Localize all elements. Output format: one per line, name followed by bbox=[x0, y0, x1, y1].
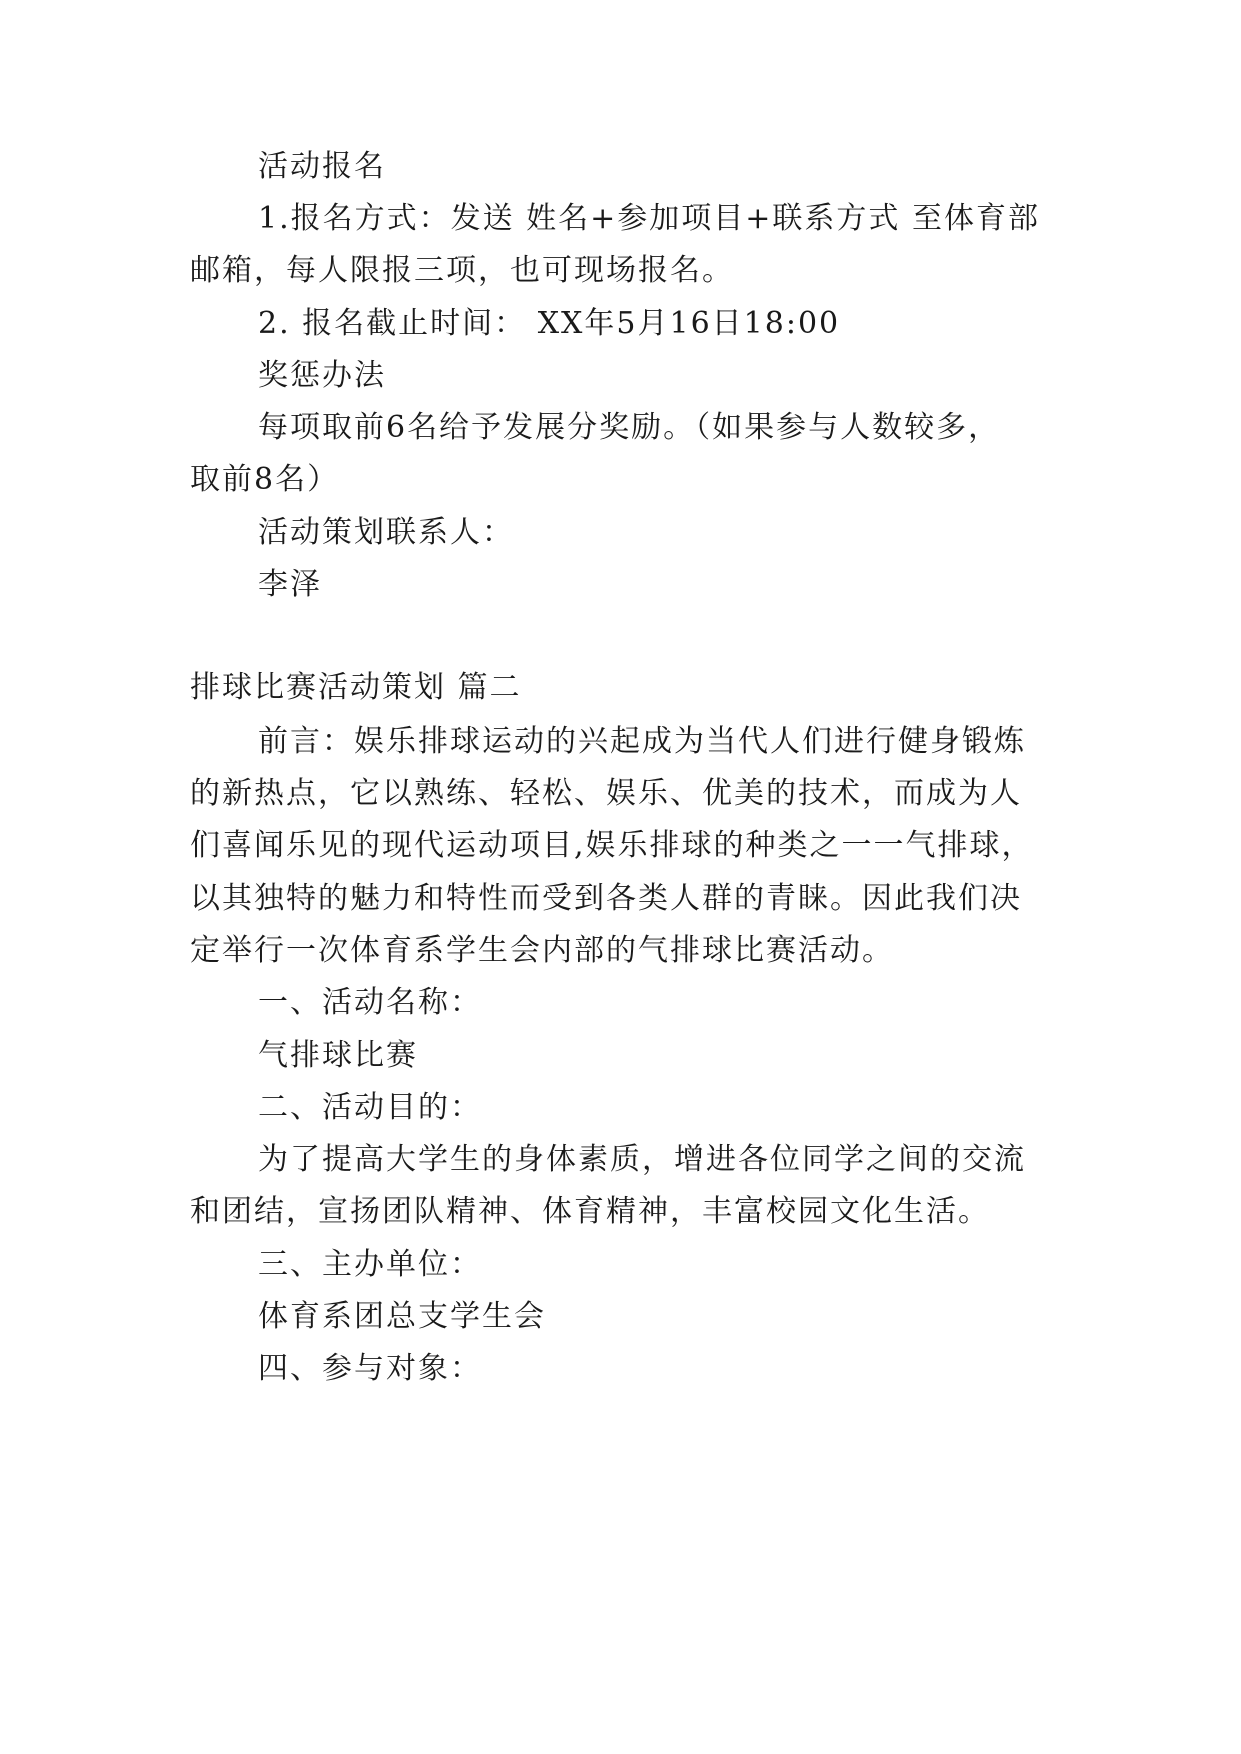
purpose-line1: 为了提高大学生的身体素质，增进各位同学之间的交流 bbox=[258, 1142, 1026, 1177]
heading-rewards: 奖惩办法 bbox=[258, 358, 386, 393]
organizer-value: 体育系团总支学生会 bbox=[258, 1299, 546, 1334]
preface-line: 的新热点，它以熟练、轻松、娱乐、优美的技术，而成为人 bbox=[190, 776, 1022, 811]
preface-line: 们喜闻乐见的现代运动项目,娱乐排球的种类之一一气排球， bbox=[190, 828, 1034, 863]
heading-signup: 活动报名 bbox=[258, 149, 386, 184]
heading-activity-name: 一、活动名称： bbox=[258, 985, 482, 1020]
preface-line: 前言：娱乐排球运动的兴起成为当代人们进行健身锻炼 bbox=[258, 724, 1026, 759]
signup-method-line1: 1.报名方式：发送 姓名+参加项目+联系方式 至体育部 bbox=[258, 201, 1040, 236]
purpose-line2: 和团结，宣扬团队精神、体育精神，丰富校园文化生活。 bbox=[190, 1194, 990, 1229]
heading-participants: 四、参与对象： bbox=[258, 1351, 482, 1386]
rewards-line2: 取前8名） bbox=[190, 462, 340, 497]
heading-purpose: 二、活动目的： bbox=[258, 1090, 482, 1125]
section2-title: 排球比赛活动策划 篇二 bbox=[190, 670, 522, 705]
signup-deadline: 2. 报名截止时间： XX年5月16日18:00 bbox=[258, 306, 841, 341]
contact-name: 李泽 bbox=[258, 567, 322, 602]
signup-method-line2: 邮箱，每人限报三项，也可现场报名。 bbox=[190, 253, 734, 288]
preface-line: 定举行一次体育系学生会内部的气排球比赛活动。 bbox=[190, 933, 894, 968]
heading-organizer: 三、主办单位： bbox=[258, 1247, 482, 1282]
preface-line: 以其独特的魅力和特性而受到各类人群的青睐。因此我们决 bbox=[190, 881, 1022, 916]
contact-label: 活动策划联系人： bbox=[258, 515, 514, 550]
activity-name-value: 气排球比赛 bbox=[258, 1038, 418, 1073]
rewards-line1: 每项取前6名给予发展分奖励。（如果参与人数较多， bbox=[258, 410, 1001, 445]
